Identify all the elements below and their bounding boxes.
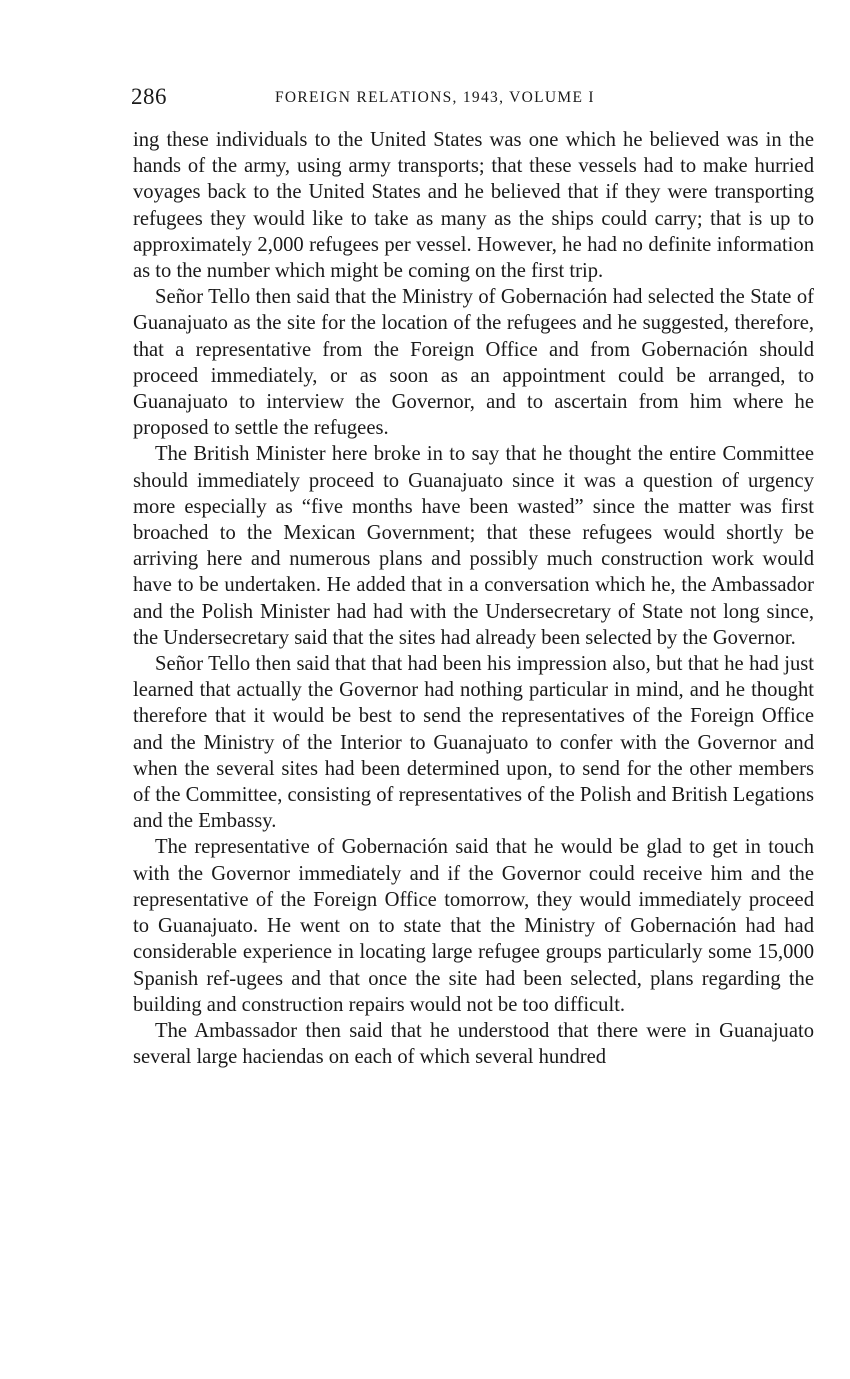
body-text <box>133 127 814 1070</box>
paragraph: Señor Tello then said that that had been his impression also, but that he had just learned that actually the Governor had nothing particular in mind, and he thought therefore that it would be best to send the representatives of the Foreign Office and the Ministry of the Interior to Guanajuato to confer with the Governor and when the several sites had been determined upon, to send for the other members of the Committee, consisting of representatives of the Polish and British Legations and the Embassy. <box>133 653 814 833</box>
paragraph: The representative of Gobernación said that he would be glad to get in touch with the Governor immediately and if the Governor could receive him and the representative of the Foreign Office tomorrow, they would immediately proceed to Guanajuato. He went on to state that the Ministry of Gobernación had had considerable experience in locating large refugee groups particularly some 15,000 Spanish ref-ugees and that once the site had been selected, plans regarding the building and construction repairs would not be too difficult. <box>133 836 814 1016</box>
paragraph: The British Minister here broke in to say that he thought the entire Committee should immediately proceed to Guanajuato since it was a question of urgency more especially as “five months have been wasted” since the matter was first broached to the Mexican Government; that these refugees would shortly be arriving here and numerous plans and possibly much construction work would have to be undertaken. He added that in a conversation which he, the Ambassador and the Polish Minister had had with the Undersecretary of State not long since, the Undersecretary said that the sites had already been selected by the Governor. <box>133 443 814 649</box>
paragraph-continued: ing these individuals to the United States was one which he believed was in the hands of the army, using army transports; that these vessels had to make hurried voyages back to the United States and he believed that if they were transporting refugees they would like to take as many as the ships could carry; that is up to approximately 2,000 refugees per vessel. However, he had no definite information as to the number which might be coming on the first trip. <box>133 129 814 283</box>
paragraph: The Ambassador then said that he understood that there were in Guanajuato several large haciendas on each of which several hundred <box>133 1019 814 1069</box>
running-title: FOREIGN RELATIONS, 1943, VOLUME I <box>275 89 595 106</box>
running-head <box>131 84 811 116</box>
page-number: 286 <box>131 84 167 109</box>
paragraph: Señor Tello then said that the Ministry of Gobernación had selected the State of Guanajuato as the site for the location of the refugees and he suggested, therefore, that a representative from the Foreign Office and from Gobernación should proceed immediately, or as soon as an appointment could be arranged, to Guanajuato to interview the Governor, and to ascertain from him where he proposed to settle the refugees. <box>133 286 814 440</box>
